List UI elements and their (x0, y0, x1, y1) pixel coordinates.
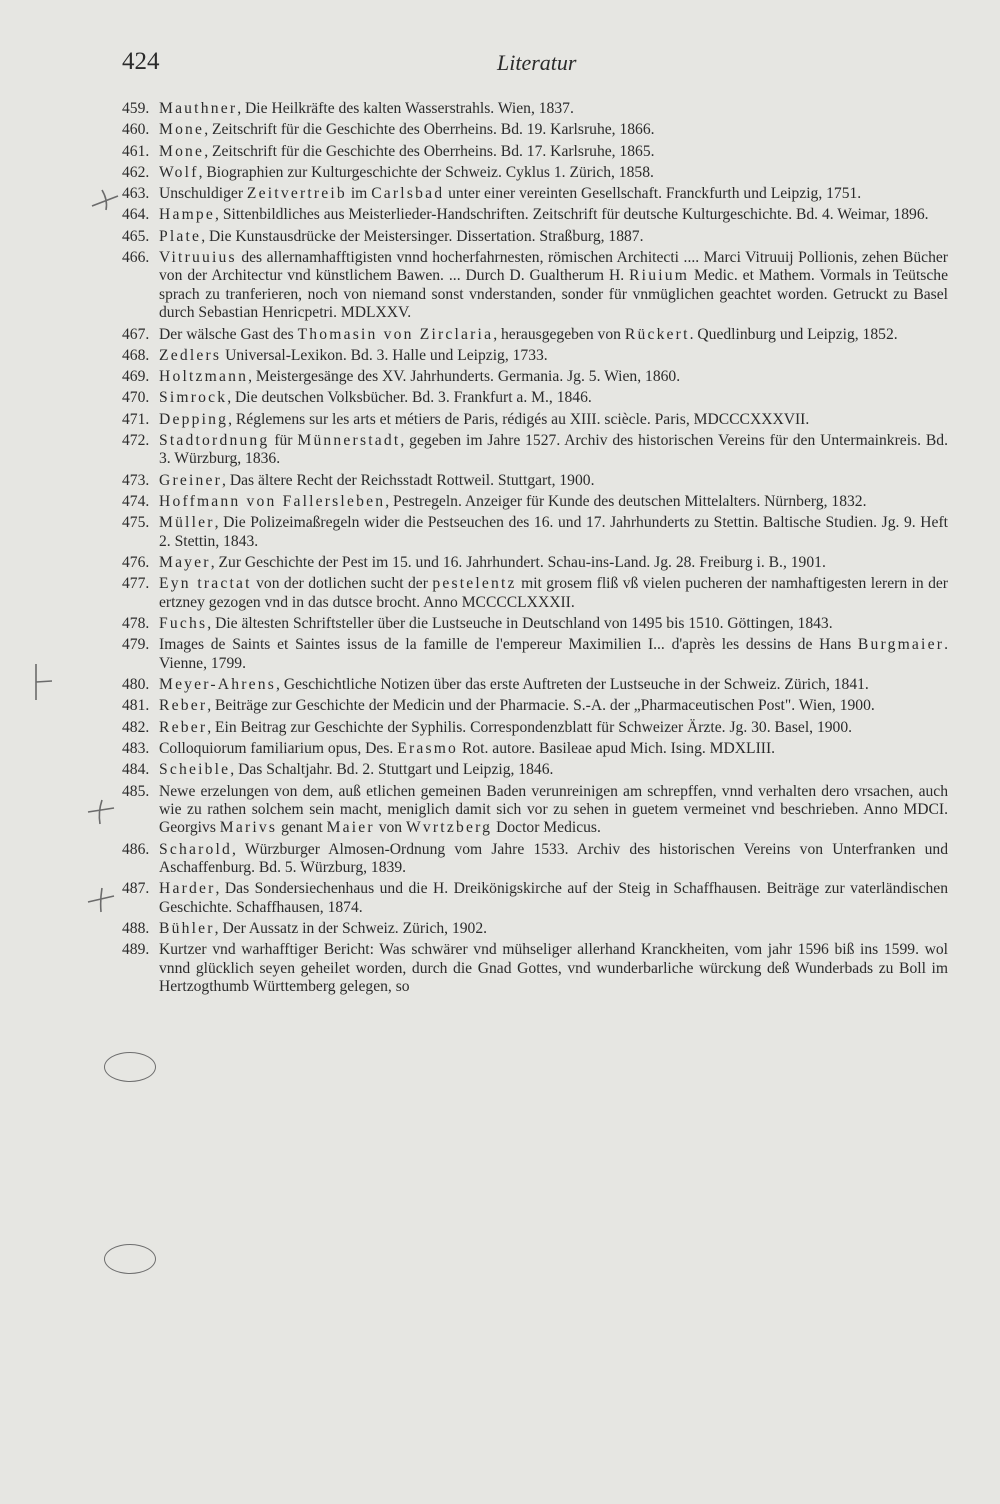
author-name: Burgmaier (857, 636, 945, 654)
entry-text: von der dotlichen sucht der (251, 575, 433, 593)
bibliography-entry (122, 121, 948, 139)
entry-text: Colloquiorum familiarium opus, Des. (159, 739, 398, 757)
entry-number: 461. (122, 142, 150, 160)
entry-number: 474. (122, 493, 150, 511)
author-name: Riuium (629, 267, 690, 285)
entry-text: , Ein Beitrag zur Geschichte der Syphilis. Correspondenzblatt für Schweizer Ärzte. Jg. 30. Basel, 1900. (207, 718, 853, 736)
author-name: Greiner (159, 471, 223, 489)
entry-text: , Würzburger Almosen-Ordnung vom Jahre 1533. Archiv des historischen Vereins von Unterfranken und Aschaffenburg. Bd. 5. Würzburg, 1839. (159, 840, 948, 877)
entry-number: 484. (122, 761, 150, 779)
entry-text: Medic. et Mathem. Vormals in Teütsche sprach zu tranferieren, noch von niemand sonst vnderstanden, sonder für vnmüglichen geachtet worden. Getruckt zu Basel durch Sebastian Henricpetri. MDLXXV. (159, 267, 949, 322)
bibliography-entry (122, 575, 948, 612)
author-name: Plate (159, 227, 202, 245)
entry-number: 472. (122, 432, 150, 450)
bibliography-entry (122, 783, 948, 838)
author-name: Scheible (159, 761, 231, 779)
author-name: Bühler (159, 920, 215, 938)
bibliography-entry (122, 514, 948, 551)
author-name: Reber (159, 697, 208, 715)
entry-text: unter einer vereinten Gesellschaft. Franckfurth und Leipzig, 1751. (444, 185, 862, 203)
entry-number: 476. (122, 554, 150, 572)
bibliography-list (122, 100, 948, 999)
bibliography-entry (122, 326, 948, 344)
entry-text: Doctor Medicus. (492, 819, 601, 837)
entry-number: 467. (122, 325, 150, 343)
entry-text: Der wälsche Gast des (159, 325, 298, 343)
entry-text: , Biographien zur Kulturgeschichte der Schweiz. Cyklus 1. Zürich, 1858. (198, 163, 654, 181)
author-name: Rückert (624, 325, 690, 343)
entry-number: 460. (122, 121, 150, 139)
entry-text: mit grosem fliß vß vielen pucheren der namhaftigesten lerern in der ertzney gezogen vnd in das dutsce brocht. Anno MCCCCLXXXII. (159, 575, 948, 611)
author-name: Fuchs (159, 615, 208, 633)
bibliography-entry (122, 164, 948, 182)
entry-text: , Zeitschrift für die Geschichte des Oberrheins. Bd. 19. Karlsruhe, 1866. (204, 121, 655, 139)
author-name: Mone (159, 121, 205, 139)
entry-number: 477. (122, 575, 150, 593)
author-name: Depping (159, 410, 229, 428)
entry-text: . Vienne, 1799. (159, 636, 948, 672)
entry-number: 470. (122, 389, 150, 407)
entry-text: , Das Schaltjahr. Bd. 2. Stuttgart und Leipzig, 1846. (230, 761, 554, 779)
bibliography-entry (122, 347, 948, 365)
entry-number: 488. (122, 920, 150, 938)
entry-number: 485. (122, 782, 150, 800)
entry-text: . Quedlinburg und Leipzig, 1852. (689, 325, 898, 343)
page-number: 424 (122, 48, 160, 75)
author-name: Hoffmann von Fallersleben (159, 493, 386, 511)
entry-number: 468. (122, 346, 150, 364)
entry-number: 459. (122, 100, 150, 117)
entry-text: , herausgegeben von (493, 325, 625, 343)
entry-text: , Zur Geschichte der Pest im 15. und 16. Jahrhundert. Schau-ins-Land. Jg. 28. Freiburg i. B., 1901. (210, 554, 826, 572)
bibliography-entry (122, 411, 948, 429)
entry-number: 489. (122, 941, 150, 959)
entry-number: 465. (122, 227, 150, 245)
pencil-circle-mark (104, 1244, 156, 1274)
bibliography-entry (122, 389, 948, 407)
author-name: Vitruuius (159, 249, 237, 267)
bibliography-entry (122, 185, 948, 203)
bibliography-entry (122, 249, 948, 323)
entry-number: 481. (122, 697, 150, 715)
entry-text: , Die Polizeimaßregeln wider die Pestseuchen des 16. und 17. Jahrhunderts zu Stettin. Baltische Studien. Jg. 9. Heft 2. Stettin, 1843. (159, 514, 948, 550)
author-name: Mauthner (159, 100, 238, 117)
entry-number: 483. (122, 739, 150, 757)
entry-text: des allernamhafftigisten vnnd hocherfahrnesten, römischen Architecti .... Marci Vitruuij Pollionis, zehen Bücher von der Architectur vnd künstlichem Bawen. ... Durch D. Gualtherum H. (159, 249, 948, 285)
bibliography-entry (122, 493, 948, 511)
author-name: Harder (159, 880, 216, 898)
entry-text: , Meistergesänge des XV. Jahrhunderts. Germania. Jg. 5. Wien, 1860. (248, 368, 681, 386)
entry-text: Images de Saints et Saintes issus de la famille de l'empereur Maximilien I... d'après les dessins de Hans (159, 636, 858, 654)
author-name: pestelentz (432, 575, 517, 593)
entry-text: , Sittenbildliches aus Meisterlieder-Handschriften. Zeitschrift für deutsche Kulturgeschichte. Bd. 4. Weimar, 1896. (215, 206, 929, 224)
author-name: Thomasin von Zirclaria (297, 325, 494, 343)
entry-number: 475. (122, 514, 150, 532)
entry-text: , Die ältesten Schriftsteller über die Lustseuche in Deutschland von 1495 bis 1510. Göttingen, 1843. (207, 615, 833, 633)
entry-text: , Beiträge zur Geschichte der Medicin und der Pharmacie. S.-A. der „Pharmaceutischen Post". Wien, 1900. (207, 697, 875, 715)
author-name: Holtzmann (159, 368, 249, 386)
author-name: Simrock (159, 389, 228, 407)
entry-number: 469. (122, 368, 150, 386)
author-name: Maier (326, 819, 375, 837)
pencil-cross-mark-icon (84, 796, 118, 826)
entry-text: im (346, 185, 372, 203)
entry-text: , Zeitschrift für die Geschichte des Oberrheins. Bd. 17. Karlsruhe, 1865. (204, 142, 655, 160)
entry-number: 487. (122, 880, 150, 898)
author-name: Reber (159, 718, 208, 736)
bibliography-entry (122, 697, 948, 715)
bibliography-entry (122, 636, 948, 673)
bibliography-entry (122, 615, 948, 633)
entry-text: , Réglemens sur les arts et métiers de Paris, rédigés au XIII. sciècle. Paris, MDCCCXXXVII. (228, 410, 810, 428)
entry-text: , gegeben im Jahre 1527. Archiv des historischen Vereins für den Untermainkreis. Bd. 3. Würzburg, 1836. (159, 432, 948, 468)
author-name: Meyer-Ahrens (159, 676, 277, 694)
entry-text: für (269, 432, 298, 450)
entry-text: von (374, 819, 406, 837)
bibliography-entry (122, 100, 948, 118)
bibliography-entry (122, 920, 948, 938)
entry-text: genant (277, 819, 327, 837)
entry-text: , Die Heilkräfte des kalten Wasserstrahls. Wien, 1837. (237, 100, 574, 117)
entry-number: 463. (122, 185, 150, 203)
bibliography-entry (122, 143, 948, 161)
entry-text: Universal-Lexikon. Bd. 3. Halle und Leipzig, 1733. (221, 346, 548, 364)
bibliography-entry (122, 432, 948, 469)
author-name: Zeitvertreib (246, 185, 347, 203)
author-name: Marivs (219, 819, 278, 837)
entry-text: , Die deutschen Volksbücher. Bd. 3. Frankfurt a. M., 1846. (227, 389, 592, 407)
bibliography-entry (122, 880, 948, 917)
author-name: Münnerstadt (297, 432, 401, 450)
entry-text: Newe erzelungen von dem, auß etlichen gemeinen Baden verunreinigen am schrepffen, vnnd verhalten dero vrsachen, auch wie zu rathen solchem sein macht, meniglich damit sich vor zu sehen in guetem vermeinet vnd beschrieben. Anno MDCI. Georgivs (159, 782, 948, 837)
entry-text: Rot. autore. Basileae apud Mich. Ising. MDXLIII. (458, 739, 776, 757)
entry-number: 486. (122, 840, 150, 858)
entry-number: 462. (122, 163, 150, 181)
bibliography-entry (122, 228, 948, 246)
author-name: Erasmo (397, 739, 459, 757)
entry-number: 471. (122, 410, 150, 428)
entry-number: 478. (122, 615, 150, 633)
bibliography-entry (122, 941, 948, 996)
bibliography-entry (122, 841, 948, 878)
pencil-cross-mark-icon (88, 186, 122, 212)
author-name: Hampe (159, 206, 216, 224)
entry-text: , Pestregeln. Anzeiger für Kunde des deutschen Mittelalters. Nürnberg, 1832. (385, 493, 867, 511)
author-name: Carlsbad (371, 185, 445, 203)
pencil-dash-mark-icon (30, 662, 56, 702)
author-name: Müller (159, 514, 215, 532)
entry-text: , Geschichtliche Notizen über das erste Auftreten der Lustseuche in der Schweiz. Zürich, 1841. (276, 676, 869, 694)
entry-text: , Der Aussatz in der Schweiz. Zürich, 1902. (214, 920, 488, 938)
bibliography-entry (122, 368, 948, 386)
entry-text: Unschuldiger (159, 185, 247, 203)
author-name: Mayer (159, 554, 211, 572)
pencil-cross-mark-icon (84, 884, 118, 914)
author-name: Eyn tractat (159, 575, 252, 593)
bibliography-entry (122, 206, 948, 224)
bibliography-entry (122, 740, 948, 758)
author-name: Stadtordnung (159, 432, 270, 450)
entry-number: 473. (122, 471, 150, 489)
entry-text: Kurtzer vnd warhafftiger Bericht: Was schwärer vnd mühseliger allerhand Kranckheiten, vom jahr 1596 biß ins 1599. wol vnnd glücklich seyen geheilet worden, durch die Gnad Gottes, vnd wunderbarliche würckung deß Wunderbads zu Boll im Hertzogthumb Württemberg gelegen, so (159, 941, 948, 996)
author-name: Zedlers (159, 346, 222, 364)
entry-text: , Die Kunstausdrücke der Meistersinger. Dissertation. Straßburg, 1887. (201, 227, 644, 245)
bibliography-entry (122, 676, 948, 694)
bibliography-entry (122, 554, 948, 572)
bibliography-entry (122, 719, 948, 737)
entry-number: 466. (122, 249, 150, 267)
bibliography-entry (122, 472, 948, 490)
running-head: Literatur (497, 50, 577, 75)
entry-text: , Das Sondersiechenhaus und die H. Dreikönigskirche auf der Steig in Schaffhausen. Beiträge zur vaterländischen Geschichte. Schaffhausen, 1874. (159, 880, 948, 916)
entry-number: 482. (122, 718, 150, 736)
author-name: Wvrtzberg (405, 819, 493, 837)
author-name: Scharold (159, 840, 233, 858)
entry-text: , Das ältere Recht der Reichsstadt Rottweil. Stuttgart, 1900. (222, 471, 595, 489)
author-name: Wolf (159, 163, 199, 181)
bibliography-entry (122, 761, 948, 779)
entry-number: 464. (122, 206, 150, 224)
pencil-circle-mark (104, 1052, 156, 1082)
entry-number: 479. (122, 636, 150, 654)
entry-number: 480. (122, 676, 150, 694)
author-name: Mone (159, 142, 205, 160)
page-header (122, 48, 948, 88)
